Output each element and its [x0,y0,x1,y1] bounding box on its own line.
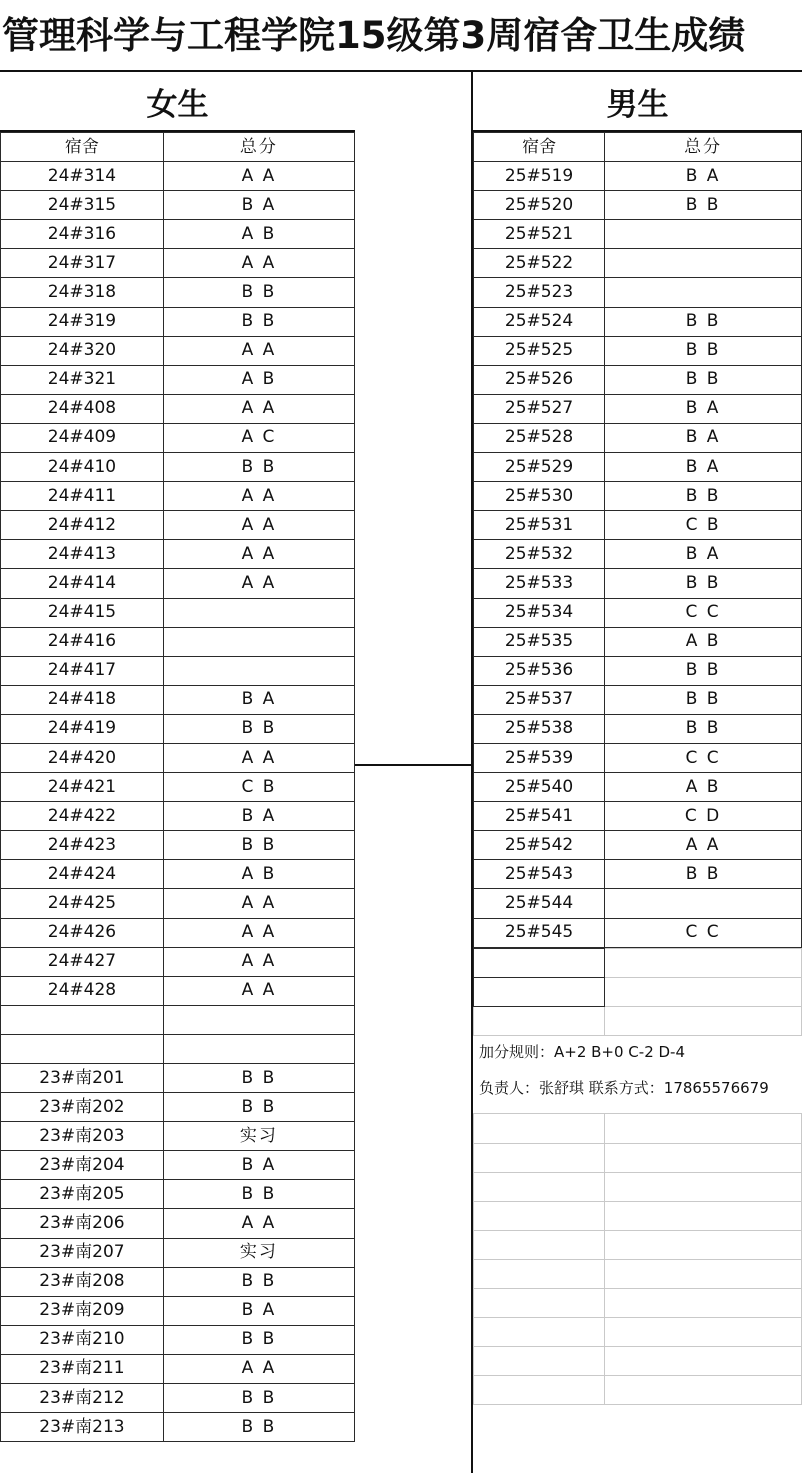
cell-room: 25#524 [474,307,605,336]
table-row-blank [474,1347,802,1376]
table-row [474,278,802,307]
table-row [474,656,802,685]
table-row [1,714,355,743]
table-row [1,162,355,191]
cell-score: A A [163,976,354,1005]
table-row [1,1151,355,1180]
cell-room: 25#522 [474,249,605,278]
cell-score [605,1376,802,1405]
table-row [1,336,355,365]
cell-score: A C [163,423,354,452]
cell-room: 25#545 [474,918,605,947]
scoring-rule-note: 加分规则：A+2 B+0 C-2 D-4 [479,1042,686,1061]
cell-score [605,948,802,977]
cell-score: B B [163,714,354,743]
table-header-row [1,133,355,162]
cell-score: A A [163,889,354,918]
column-header-score: 总分 [605,133,802,162]
table-row [474,569,802,598]
cell-score: B B [163,453,354,482]
table-row [474,802,802,831]
table-row [474,598,802,627]
cell-room [474,1259,605,1288]
cell-room [474,948,605,977]
table-row [1,540,355,569]
table-row [1,860,355,889]
table-row [1,1354,355,1383]
cell-room: 24#414 [1,569,164,598]
cell-room: 25#537 [474,685,605,714]
male-heading: 男生 [473,72,802,132]
cell-room: 25#534 [474,598,605,627]
cell-score: B B [163,1325,354,1354]
cell-score [605,1259,802,1288]
table-row [1,569,355,598]
table-row [474,685,802,714]
cell-room: 25#532 [474,540,605,569]
cell-score: B B [163,831,354,860]
cell-score: A A [163,249,354,278]
male-table-body [474,133,802,948]
cell-room: 23#南210 [1,1325,164,1354]
cell-room: 24#318 [1,278,164,307]
table-row [474,773,802,802]
contact-note: 负责人：张舒琪 联系方式：17865576679 [479,1078,769,1097]
cell-room: 25#521 [474,220,605,249]
cell-room: 24#426 [1,918,164,947]
cell-score: A B [163,220,354,249]
cell-room: 24#413 [1,540,164,569]
cell-room: 23#南205 [1,1180,164,1209]
cell-room: 25#544 [474,889,605,918]
table-row-blank [474,977,802,1006]
cell-room: 23#南211 [1,1354,164,1383]
male-table-trailing-rows [473,1113,802,1405]
table-row [1,191,355,220]
page-title: 管理科学与工程学院15级第3周宿舍卫生成绩 [2,13,746,57]
cell-score: A B [605,627,802,656]
cell-room: 24#428 [1,976,164,1005]
table-row [1,482,355,511]
cell-score: B A [163,802,354,831]
cell-score: 实习 [163,1238,354,1267]
cell-score [605,977,802,1006]
table-row [1,773,355,802]
cell-score: B B [163,1413,354,1442]
table-row-blank [474,1201,802,1230]
cell-room [474,1318,605,1347]
cell-room: 23#南208 [1,1267,164,1296]
table-row-blank [474,1230,802,1259]
cell-room [474,1201,605,1230]
table-row [1,394,355,423]
cell-room: 25#525 [474,336,605,365]
cell-score [605,220,802,249]
table-row-blank [474,1259,802,1288]
table-row [1,1267,355,1296]
cell-score: B A [163,685,354,714]
cell-room [1,1005,164,1034]
cell-room: 24#315 [1,191,164,220]
cell-room: 25#533 [474,569,605,598]
cell-score [605,889,802,918]
table-row [474,540,802,569]
cell-score: A B [605,773,802,802]
cell-score: A B [163,860,354,889]
cell-room: 24#316 [1,220,164,249]
cell-room: 23#南207 [1,1238,164,1267]
cell-score: B A [605,540,802,569]
notes-block [473,1036,802,1100]
table-row [474,336,802,365]
cell-score [163,656,354,685]
cell-score: A A [163,482,354,511]
male-table-blank-rows [473,948,802,1036]
middle-gutter [355,72,473,1473]
cell-room [1,1034,164,1063]
table-row [474,860,802,889]
cell-score [163,1005,354,1034]
table-row [1,1093,355,1122]
table-row-blank [474,1376,802,1405]
cell-room [474,1288,605,1317]
table-row [474,307,802,336]
cell-score: B B [605,365,802,394]
table-row [1,1064,355,1093]
cell-room [474,977,605,1006]
cell-room: 25#536 [474,656,605,685]
cell-score [605,1347,802,1376]
cell-room: 24#417 [1,656,164,685]
cell-room: 24#421 [1,773,164,802]
cell-room: 25#541 [474,802,605,831]
cell-score [605,249,802,278]
cell-score [163,1034,354,1063]
cell-room: 24#409 [1,423,164,452]
female-section [0,72,355,1473]
cell-room: 23#南209 [1,1296,164,1325]
page-title-bar [0,0,802,72]
table-row [1,831,355,860]
cell-room: 24#410 [1,453,164,482]
table-row [474,423,802,452]
table-row-blank [1,1034,355,1063]
table-row [1,249,355,278]
table-row-blank [474,1172,802,1201]
cell-score: B A [605,394,802,423]
cell-score: A A [605,831,802,860]
table-row [1,1238,355,1267]
table-row [1,1296,355,1325]
table-row [474,394,802,423]
table-row [1,889,355,918]
table-row [1,1122,355,1151]
table-row [1,365,355,394]
cell-room: 25#523 [474,278,605,307]
table-row [474,511,802,540]
table-row [1,1413,355,1442]
cell-score: B B [605,191,802,220]
male-section [473,72,802,1473]
cell-score [605,1172,802,1201]
cell-score: B B [605,685,802,714]
cell-room: 25#526 [474,365,605,394]
cell-score: B B [163,1064,354,1093]
cell-room: 24#415 [1,598,164,627]
cell-score [605,1318,802,1347]
cell-room: 24#427 [1,947,164,976]
sheet-body [0,72,802,1473]
cell-score: C D [605,802,802,831]
table-row-blank [474,1114,802,1143]
cell-score [605,1201,802,1230]
cell-score: B A [605,162,802,191]
cell-score [605,1288,802,1317]
table-row-blank [474,1318,802,1347]
cell-score: B B [163,1267,354,1296]
cell-room: 25#535 [474,627,605,656]
cell-room: 24#424 [1,860,164,889]
cell-score: B A [605,453,802,482]
cell-score: A A [163,336,354,365]
table-row [1,743,355,772]
cell-room: 23#南204 [1,1151,164,1180]
cell-room: 24#321 [1,365,164,394]
cell-room: 24#314 [1,162,164,191]
cell-score: C C [605,598,802,627]
cell-room: 23#南201 [1,1064,164,1093]
cell-room: 23#南203 [1,1122,164,1151]
cell-room: 25#527 [474,394,605,423]
cell-score: B B [163,1180,354,1209]
cell-room [474,1114,605,1143]
cell-room: 25#540 [474,773,605,802]
cell-score: A A [163,569,354,598]
table-row [474,191,802,220]
cell-score: B B [605,307,802,336]
cell-room: 23#南213 [1,1413,164,1442]
female-table-body [1,133,355,1442]
cell-room: 23#南212 [1,1384,164,1413]
table-row [1,307,355,336]
cell-room: 24#317 [1,249,164,278]
cell-score [605,1114,802,1143]
column-header-score: 总分 [163,133,354,162]
table-header-row [474,133,802,162]
cell-score: B B [605,569,802,598]
cell-room: 24#420 [1,743,164,772]
table-row [1,598,355,627]
table-row [1,918,355,947]
cell-score: A A [163,394,354,423]
cell-score: C C [605,743,802,772]
cell-room: 24#425 [1,889,164,918]
cell-room: 25#542 [474,831,605,860]
cell-room: 23#南206 [1,1209,164,1238]
cell-score [605,1006,802,1035]
table-row [474,627,802,656]
table-row [474,714,802,743]
table-row [1,685,355,714]
cell-score: B B [163,1384,354,1413]
cell-score: A A [163,947,354,976]
cell-score: B B [605,714,802,743]
table-row-blank [1,1005,355,1034]
cell-room: 25#528 [474,423,605,452]
table-row-blank [474,1143,802,1172]
cell-score: 实习 [163,1122,354,1151]
cell-room: 24#419 [1,714,164,743]
male-table [473,132,802,948]
table-row [1,802,355,831]
cell-room: 24#320 [1,336,164,365]
cell-score: B A [163,191,354,220]
table-row [1,1180,355,1209]
cell-room: 24#423 [1,831,164,860]
cell-score: A A [163,511,354,540]
female-heading: 女生 [0,72,355,132]
female-table [0,132,355,1442]
gutter-divider-line [355,764,471,766]
cell-score [605,1230,802,1259]
cell-room: 24#422 [1,802,164,831]
cell-score: B B [163,1093,354,1122]
table-row [474,889,802,918]
cell-score: C B [605,511,802,540]
cell-score [605,1143,802,1172]
cell-room: 25#543 [474,860,605,889]
column-header-room: 宿舍 [474,133,605,162]
table-row-blank [474,1288,802,1317]
table-row [1,453,355,482]
table-row [1,1384,355,1413]
cell-score: B A [605,423,802,452]
cell-room: 24#412 [1,511,164,540]
table-row [1,627,355,656]
cell-room: 25#529 [474,453,605,482]
table-row [1,656,355,685]
table-row [474,220,802,249]
table-row [474,162,802,191]
table-row [474,365,802,394]
table-row-blank [474,1006,802,1035]
table-row [1,423,355,452]
cell-room [474,1230,605,1259]
cell-score: B A [163,1151,354,1180]
cell-room: 25#520 [474,191,605,220]
table-row [474,831,802,860]
table-row [474,249,802,278]
table-row [1,1325,355,1354]
cell-room: 25#538 [474,714,605,743]
cell-room: 25#539 [474,743,605,772]
cell-room [474,1006,605,1035]
cell-room: 24#418 [1,685,164,714]
cell-room: 25#531 [474,511,605,540]
cell-score: B B [605,336,802,365]
cell-room [474,1172,605,1201]
cell-room: 23#南202 [1,1093,164,1122]
cell-score: B B [605,656,802,685]
column-header-room: 宿舍 [1,133,164,162]
table-row [474,743,802,772]
cell-score: A A [163,540,354,569]
cell-room [474,1347,605,1376]
cell-score: B B [605,860,802,889]
cell-room [474,1376,605,1405]
cell-room: 24#408 [1,394,164,423]
cell-score: B A [163,1296,354,1325]
cell-score: A A [163,1354,354,1383]
cell-score: B B [163,307,354,336]
cell-score: B B [605,482,802,511]
cell-score: A B [163,365,354,394]
cell-room: 24#319 [1,307,164,336]
cell-score: A A [163,918,354,947]
table-row [1,278,355,307]
cell-room: 25#519 [474,162,605,191]
gutter-head-spacer [355,72,471,132]
table-row [1,511,355,540]
cell-score: A A [163,1209,354,1238]
table-row [1,947,355,976]
table-row [474,482,802,511]
cell-score: A A [163,162,354,191]
cell-room: 25#530 [474,482,605,511]
table-row [1,1209,355,1238]
table-row [474,453,802,482]
table-row [1,220,355,249]
table-row-blank [474,948,802,977]
table-row [1,976,355,1005]
cell-room [474,1143,605,1172]
cell-room: 24#411 [1,482,164,511]
cell-room: 24#416 [1,627,164,656]
cell-score [605,278,802,307]
cell-score: C C [605,918,802,947]
cell-score: A A [163,743,354,772]
cell-score: B B [163,278,354,307]
cell-score [163,598,354,627]
cell-score: C B [163,773,354,802]
cell-score [163,627,354,656]
table-row [474,918,802,947]
